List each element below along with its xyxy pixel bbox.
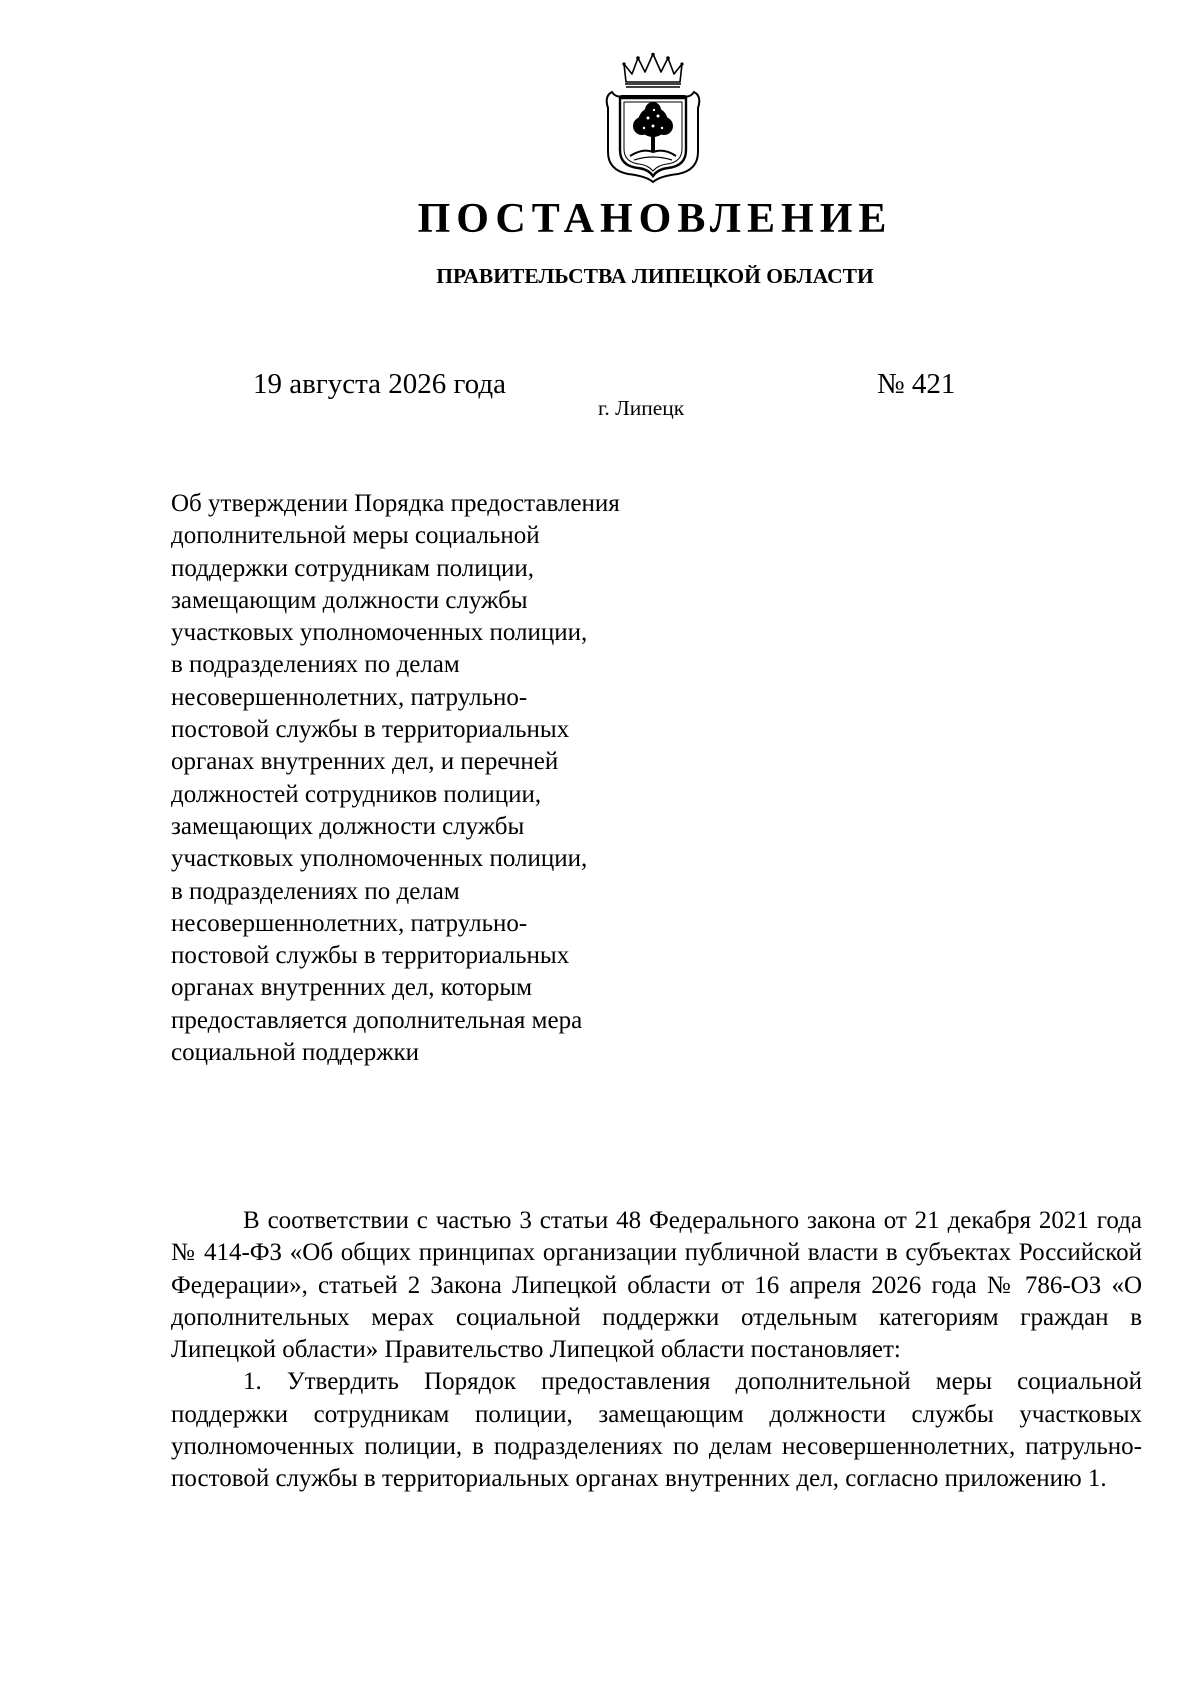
document-subject	[171, 488, 731, 1069]
subject-line: замещающих должности службы	[171, 812, 525, 840]
issuing-authority: ПРАВИТЕЛЬСТВА ЛИПЕЦКОЙ ОБЛАСТИ	[436, 264, 874, 288]
subject-line: участковых уполномоченных полиции,	[171, 845, 588, 873]
subject-line: предоставляется дополнительная мера	[171, 1006, 583, 1034]
document-city: г. Липецк	[598, 396, 685, 420]
subject-line: Об утверждении Порядка предоставления	[171, 490, 620, 517]
subject-line: органах внутренних дел, которым	[171, 974, 533, 1002]
subject-line: постовой службы в территориальных	[171, 942, 570, 970]
subject-line: органах внутренних дел, и перечней	[171, 748, 559, 776]
subject-line: участковых уполномоченных полиции,	[171, 619, 588, 647]
subject-line: поддержки сотрудникам полиции,	[171, 554, 535, 582]
document-date: 19 августа 2026 года	[253, 368, 506, 400]
subject-line: в подразделениях по делам	[171, 877, 460, 905]
subject-line: дополнительной меры социальной	[171, 522, 540, 550]
subject-line: должностей сотрудников полиции,	[171, 780, 542, 808]
clause-paragraph: 1. Утвердить Порядок предоставления дополнительной меры социальной поддержки сотрудникам полиции, замещающим должности службы участковых уполномоченных полиции, в подразделениях по делам несовершеннолетних, патрульно-постовой службы в территориальных органах внутренних дел, согласно приложению 1.	[171, 1368, 1142, 1493]
subject-line: в подразделениях по делам	[171, 651, 460, 679]
coat-of-arms-icon	[598, 52, 708, 184]
subject-line: несовершеннолетних, патрульно-	[171, 683, 528, 711]
subject-line: замещающим должности службы	[171, 586, 528, 614]
document-number: № 421	[877, 368, 956, 400]
preamble-paragraph: В соответствии с частью 3 статьи 48 Федерального закона от 21 декабря 2021 года № 414-ФЗ «Об общих принципах организации публичной власти в субъектах Российской Федерации», статьей 2 Закона Липецкой области от 16 апреля 2026 года № 786-ОЗ «О дополнительных мерах социальной поддержки отдельным категориям граждан в Липецкой области» Правительство Липецкой области постановляет:	[171, 1207, 1142, 1364]
subject-line: несовершеннолетних, патрульно-	[171, 909, 528, 937]
document-type-title: ПОСТАНОВЛЕНИЕ	[417, 196, 893, 242]
subject-line: постовой службы в территориальных	[171, 716, 570, 744]
document-body	[171, 1205, 1142, 1496]
subject-line: социальной поддержки	[171, 1039, 420, 1067]
